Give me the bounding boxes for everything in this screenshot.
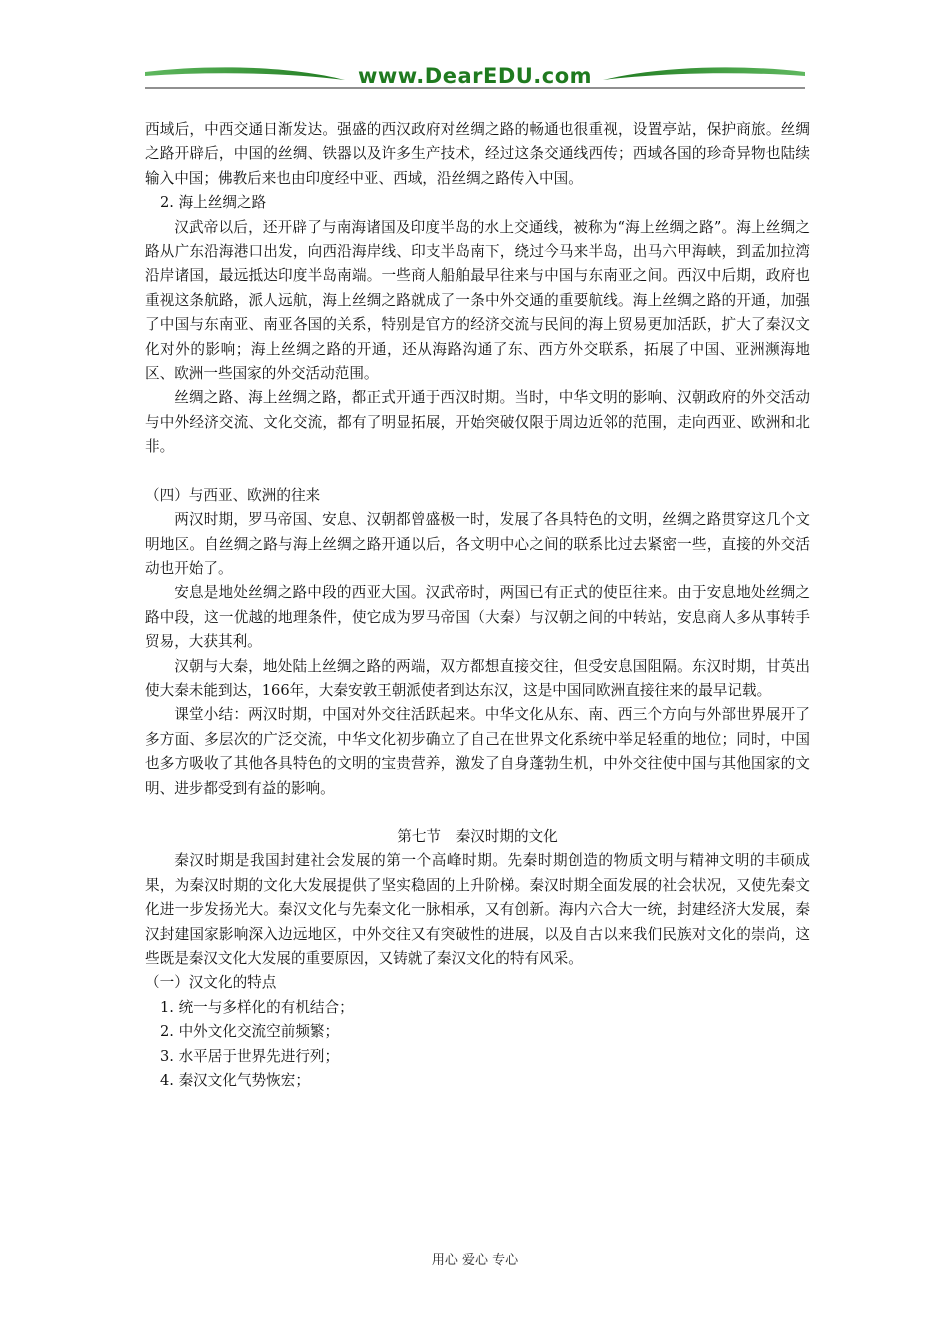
paragraph: （一）汉文化的特点	[145, 974, 277, 992]
document-body	[145, 118, 810, 1093]
paragraph-spacer	[145, 460, 810, 484]
page-footer: 用心 爱心 专心	[431, 1253, 519, 1268]
section-heading: 第七节 秦汉时期的文化	[397, 827, 558, 845]
paragraph: 汉武帝以后，还开辟了与南海诸国及印度半岛的水上交通线，被称为“海上丝绸之路”。海上丝绸之路从广东沿海港口出发，向西沿海岸线、印支半岛南下，绕过今马来半岛，出马六甲海峡，到孟加拉湾沿岸诸国，最远抵达印度半岛南端。一些商人船舶最早往来与中国与东南亚之间。西汉中后期，政府也重视这条航路，派人远航，海上丝绸之路就成了一条中外交通的重要航线。海上丝绸之路的开通，加强了中国与东南亚、南亚各国的关系，特别是官方的经济交流与民间的海上贸易更加活跃，扩大了秦汉文化对外的影响；海上丝绸之路的开通，还从海路沟通了东、西方外交联系，拓展了中国、亚洲濒海地区、欧洲一些国家的外交活动范围。	[145, 218, 810, 383]
paragraph: 4. 秦汉文化气势恢宏；	[160, 1072, 310, 1090]
paragraph: 安息是地处丝绸之路中段的西亚大国。汉武帝时，两国已有正式的使臣往来。由于安息地处丝绸之路中段，这一优越的地理条件，使它成为罗马帝国（大秦）与汉朝之间的中转站，安息商人多从事转手贸易，大获其利。	[145, 584, 810, 651]
paragraph: 两汉时期，罗马帝国、安息、汉朝都曾盛极一时，发展了各具特色的文明，丝绸之路贯穿这几个文明地区。自丝绸之路与海上丝绸之路开通以后，各文明中心之间的联系比过去紧密一些，直接的外交活动也开始了。	[145, 511, 810, 577]
paragraph: 2. 中外文化交流空前频繁；	[160, 1023, 340, 1041]
paragraph: 3. 水平居于世界先进行列；	[160, 1047, 340, 1065]
paragraph: 西域后，中西交通日渐发达。强盛的西汉政府对丝绸之路的畅通也很重视，设置亭站，保护商旅。丝绸之路开辟后，中国的丝绸、铁器以及许多生产技术，经过这条交通线西传；西域各国的珍奇异物也陆续输入中国；佛教后来也由印度经中亚、西域，沿丝绸之路传入中国。	[145, 121, 810, 187]
paragraph: 1. 统一与多样化的有机结合；	[160, 998, 354, 1016]
paragraph: 秦汉时期是我国封建社会发展的第一个高峰时期。先秦时期创造的物质文明与精神文明的丰硕成果，为秦汉时期的文化大发展提供了坚实稳固的上升阶梯。秦汉时期全面发展的社会状况，又使先秦文化进一步发扬光大。秦汉文化与先秦文化一脉相承，又有创新。海内六合大一统，封建经济大发展，秦汉封建国家影响深入边远地区，中外交往又有突破性的进展，以及自古以来我们民族对文化的崇尚，这些既是秦汉文化大发展的重要原因，又铸就了秦汉文化的特有风采。	[145, 852, 810, 967]
site-logo-text[interactable]: www.DearEDU.com	[357, 64, 593, 88]
paragraph: 2. 海上丝绸之路	[160, 194, 267, 212]
paragraph: 课堂小结：两汉时期，中国对外交往活跃起来。中华文化从东、南、西三个方向与外部世界展开了多方面、多层次的广泛交流，中华文化初步确立了自己在世界文化系统中举足轻重的地位；同时，中国也多方吸收了其他各具特色的文明的宝贵营养，激发了自身蓬勃生机，中外交往使中国与其他国家的文明、进步都受到有益的影响。	[145, 706, 810, 797]
paragraph: （四）与西亚、欧洲的往来	[145, 486, 321, 504]
paragraph: 汉朝与大秦，地处陆上丝绸之路的两端，双方都想直接交往，但受安息国阻隔。东汉时期，甘英出使大秦未能到达，166年，大秦安敦王朝派使者到达东汉，这是中国同欧洲直接往来的最早记载。	[145, 657, 810, 699]
page-header	[0, 0, 950, 100]
paragraph-spacer	[145, 801, 810, 825]
paragraph: 丝绸之路、海上丝绸之路，都正式开通于西汉时期。当时，中华文明的影响、汉朝政府的外交活动与中外经济交流、文化交流，都有了明显拓展，开始突破仅限于周边近邻的范围，走向西亚、欧洲和北非。	[145, 389, 810, 456]
